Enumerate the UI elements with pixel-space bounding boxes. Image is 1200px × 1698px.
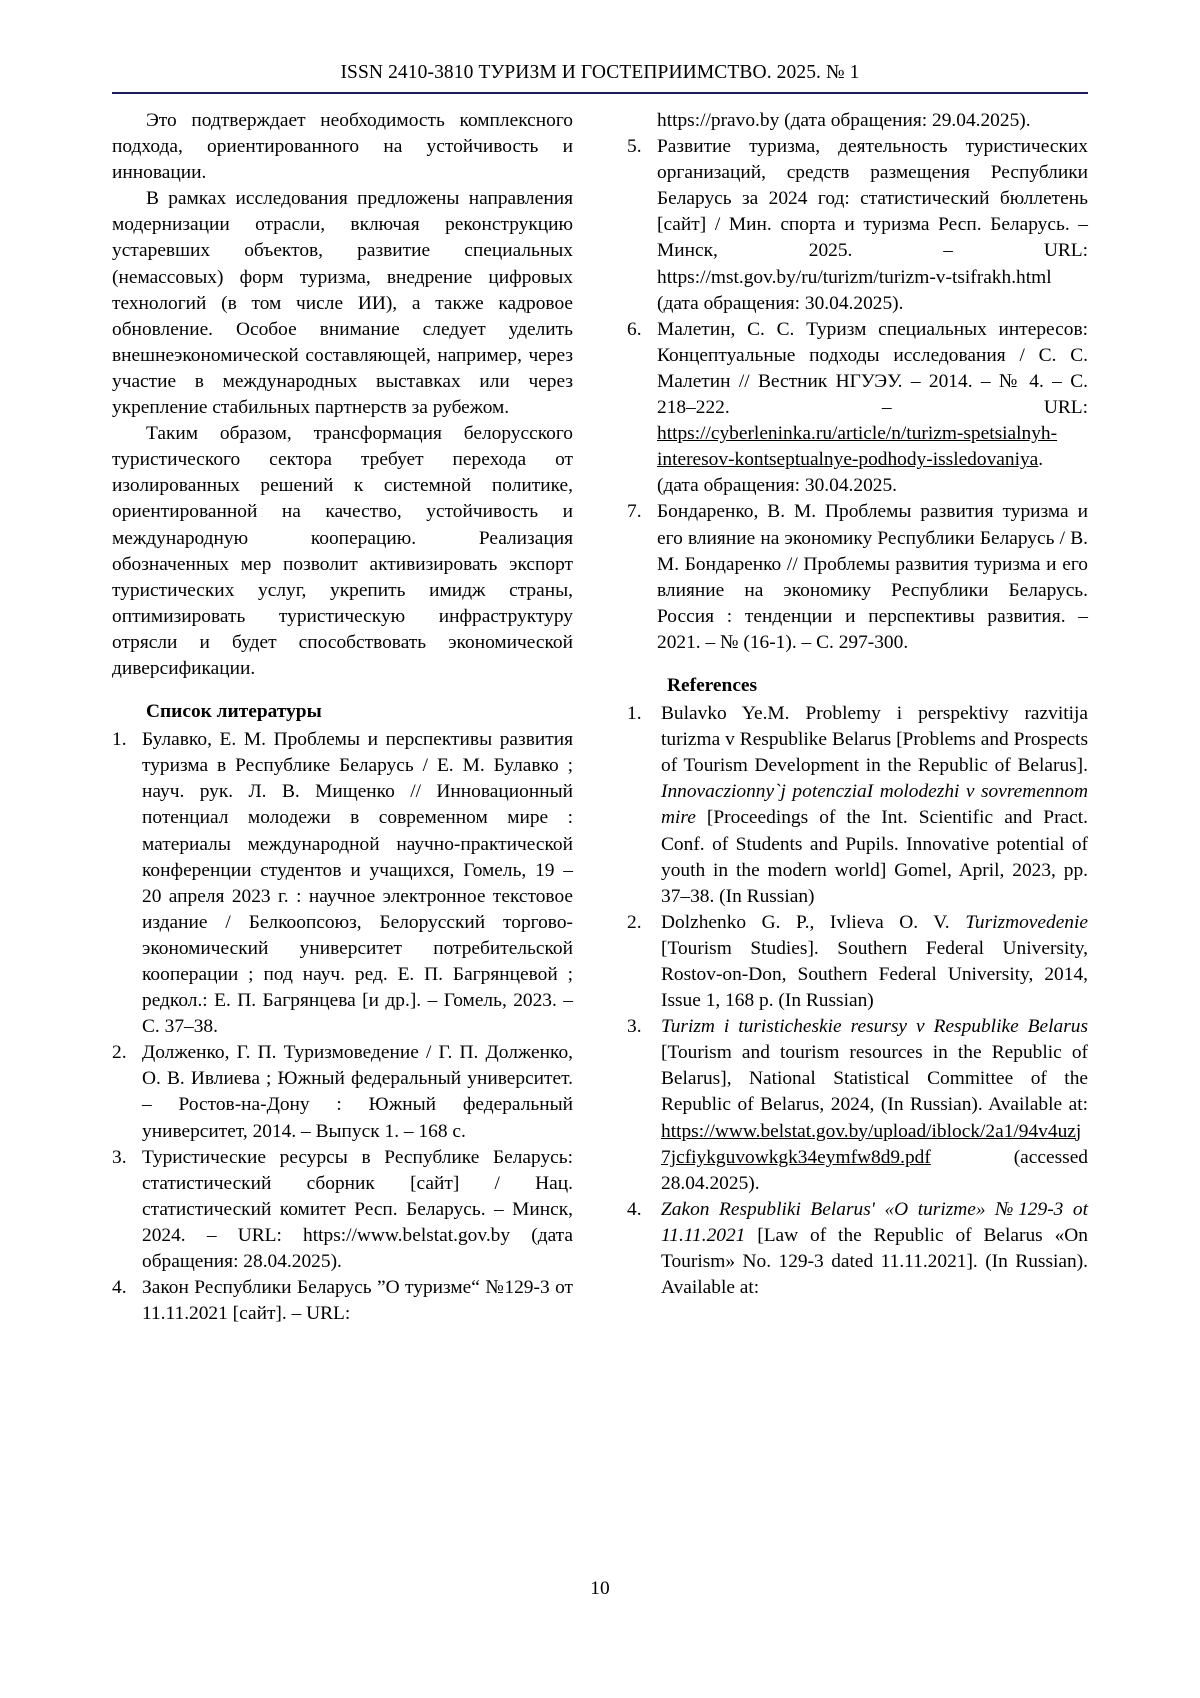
reference-item bbox=[627, 910, 1088, 1014]
reference-list-ru-continued bbox=[627, 108, 1088, 656]
reference-text-segment: Bulavko Ye.M. Problemy i perspektivy razvitija turizma v Respublike Belarus [Problems and Prospects of Tourism Development in the Republic of Belarus]. bbox=[661, 703, 1088, 777]
right-column bbox=[627, 108, 1088, 1556]
reference-text: Туристические ресурсы в Республике Беларусь: статистический сборник [сайт] / Нац. статистический комитет Респ. Беларусь. – Минск, 2024. – URL: https://www.belstat.gov.by (дата обращения: 28.04.2025). bbox=[142, 1146, 573, 1273]
header-divider bbox=[112, 92, 1088, 94]
reference-list-ru bbox=[112, 727, 573, 1327]
reference-number: 4. bbox=[112, 1277, 127, 1299]
reference-text-segment-italic: Turizmovedenie bbox=[965, 911, 1088, 933]
body-paragraph: В рамках исследования предложены направления модернизации отрасли, включая реконструкцию устаревших объектов, развитие специальных (немассовых) форм туризма, внедрение цифровых технологий (в том числе ИИ), а также кадровое обновление. Особое внимание следует уделить внешнеэкономической составляющей, например, через участие в международных выставках или через укрепление стабильных партнерств за рубежом. bbox=[112, 188, 573, 419]
references-heading-en: References bbox=[667, 674, 758, 696]
reference-item bbox=[627, 1197, 1088, 1301]
reference-text-segment-italic: Turizm i turisticheskie resursy v Respublike Belarus bbox=[661, 1016, 1088, 1038]
reference-link[interactable]: https://cyberleninka.ru/article/n/turizm-spetsialnyh-interesov-kontseptualnye-podhody-issledovaniya bbox=[657, 423, 1058, 471]
reference-text: Малетин, С. С. Туризм специальных интересов: Концептуальные подходы исследования / С. С. Малетин // Вестник НГУЭУ. – 2014. – № 4. – С. 218–222. – URL: bbox=[657, 318, 1088, 419]
reference-text-segment: (accessed 28.04.2025). bbox=[661, 1146, 1088, 1194]
reference-text: https://pravo.by (дата обращения: 29.04.2025). bbox=[657, 110, 1031, 131]
reference-text-segment: [Law of the Republic of Belarus «On Tourism» No. 129-3 dated 11.11.2021]. (In Russian). Available at: bbox=[661, 1224, 1088, 1299]
two-column-body bbox=[112, 108, 1088, 1556]
body-paragraph: Это подтверждает необходимость комплексного подхода, ориентированного на устойчивость и инновации. bbox=[112, 110, 573, 184]
left-column bbox=[112, 108, 573, 1556]
reference-number: 2. bbox=[627, 911, 642, 933]
reference-number: 4. bbox=[627, 1198, 642, 1220]
reference-item bbox=[627, 317, 1088, 500]
body-paragraph: Таким образом, трансформация белорусского туристического сектора требует перехода от изолированных решений к системной политике, ориентированной на качество, устойчивость и международную кооперацию. Реализация обозначенных мер позволит активизировать экспорт туристических услуг, укрепить имидж страны, оптимизировать туристическую инфраструктуру отрясли и будет способствовать экономической диверсификации. bbox=[112, 423, 573, 679]
reference-text bbox=[661, 1199, 1088, 1298]
reference-item-continuation bbox=[627, 108, 1088, 134]
reference-text bbox=[661, 1016, 1088, 1194]
reference-text bbox=[661, 912, 1088, 1011]
reference-text-segment-italic: Innovaczionny`j potencziaI molodezhi v sovremennom mire bbox=[661, 781, 1088, 829]
reference-link[interactable]: https://www.belstat.gov.by/upload/iblock/2a1/94v4uzj7jcfiykguvowkgk34eymfw8d9.pdf bbox=[661, 1120, 1082, 1168]
reference-text: Бондаренко, В. М. Проблемы развития туризма и его влияние на экономику Республики Беларусь / В. М. Бондаренко // Проблемы развития туризма и его влияние на экономику Республики Беларусь. Россия : тенденции и перспективы развития. – 2021. – № (16-1). – С. 297-300. bbox=[657, 501, 1088, 653]
reference-text-segment-italic: Zakon Respubliki Belarus' «O turizme» №129-3 ot 11.11.2021 bbox=[661, 1198, 1088, 1246]
page-number: 10 bbox=[590, 1578, 610, 1599]
reference-number: 2. bbox=[112, 1042, 127, 1064]
reference-number: 3. bbox=[627, 1016, 642, 1038]
reference-number: 6. bbox=[627, 318, 642, 340]
reference-item bbox=[112, 1040, 573, 1144]
references-heading-ru: Список литературы bbox=[146, 701, 322, 723]
reference-item bbox=[627, 499, 1088, 656]
running-head: ISSN 2410-3810 ТУРИЗМ И ГОСТЕПРИИМСТВО. 2025. № 1 bbox=[340, 62, 860, 83]
reference-number: 5. bbox=[627, 136, 642, 158]
reference-text-segment: [Proceedings of the Int. Scientific and Pract. Conf. of Students and Pupils. Innovative potential of youth in the modern world] Gomel, April, 2023, pp. 37–38. (In Russian) bbox=[661, 807, 1088, 907]
reference-number: 7. bbox=[627, 501, 642, 523]
reference-number: 3. bbox=[112, 1146, 127, 1168]
reference-text: Закон Республики Беларусь ”О туризме“ №129-3 от 11.11.2021 [сайт]. – URL: bbox=[142, 1277, 573, 1325]
reference-text: Развитие туризма, деятельность туристических организаций, средств размещения Республики Беларусь за 2024 год: статистический бюллетень [сайт] / Мин. спорта и туризма Респ. Беларусь. – Минск, 2025. – URL: https://mst.gov.by/ru/turizm/turizm-v-tsifrakh.html (дата обращения: 30.04.2025). bbox=[657, 136, 1088, 314]
reference-text: Булавко, Е. М. Проблемы и перспективы развития туризма в Республике Беларусь / Е. М. Булавко ; науч. рук. Л. В. Мищенко // Инновационный потенциал молодежи в современном мире : материалы международной научно-практической конференции студентов и учащихся, Гомель, 19 – 20 апреля 2023 г. : научное электронное текстовое издание / Белкоопсоюз, Белорусский торгово-экономический университет потребительской кооперации ; под науч. ред. Е. П. Багрянцевой ; редкол.: Е. П. Багрянцева [и др.]. – Гомель, 2023. – С. 37–38. bbox=[142, 729, 573, 1038]
reference-item bbox=[627, 1014, 1088, 1197]
reference-text-tail: . (дата обращения: 30.04.2025. bbox=[657, 449, 1044, 497]
reference-item bbox=[112, 1275, 573, 1327]
reference-number: 1. bbox=[627, 703, 642, 725]
reference-item bbox=[112, 1145, 573, 1275]
reference-item bbox=[627, 701, 1088, 910]
reference-item bbox=[112, 727, 573, 1040]
reference-text: Долженко, Г. П. Туризмоведение / Г. П. Долженко, О. В. Ивлиева ; Южный федеральный университет. – Ростов-на-Дону : Южный федеральный университет, 2014. – Выпуск 1. – 168 с. bbox=[142, 1042, 573, 1142]
reference-text-segment: [Tourism Studies]. Southern Federal University, Rostov-on-Don, Southern Federal University, 2014, Issue 1, 168 p. (In Russian) bbox=[661, 937, 1088, 1012]
reference-text-segment: [Tourism and tourism resources in the Republic of Belarus], National Statistical Committee of the Republic of Belarus, 2024, (In Russian). Available at: bbox=[661, 1042, 1088, 1116]
reference-list-en bbox=[627, 701, 1088, 1301]
reference-text-segment: Dolzhenko G. P., Ivlieva O. V. bbox=[661, 911, 966, 933]
reference-item bbox=[627, 134, 1088, 317]
reference-text bbox=[661, 703, 1088, 907]
reference-number: 1. bbox=[112, 729, 127, 751]
